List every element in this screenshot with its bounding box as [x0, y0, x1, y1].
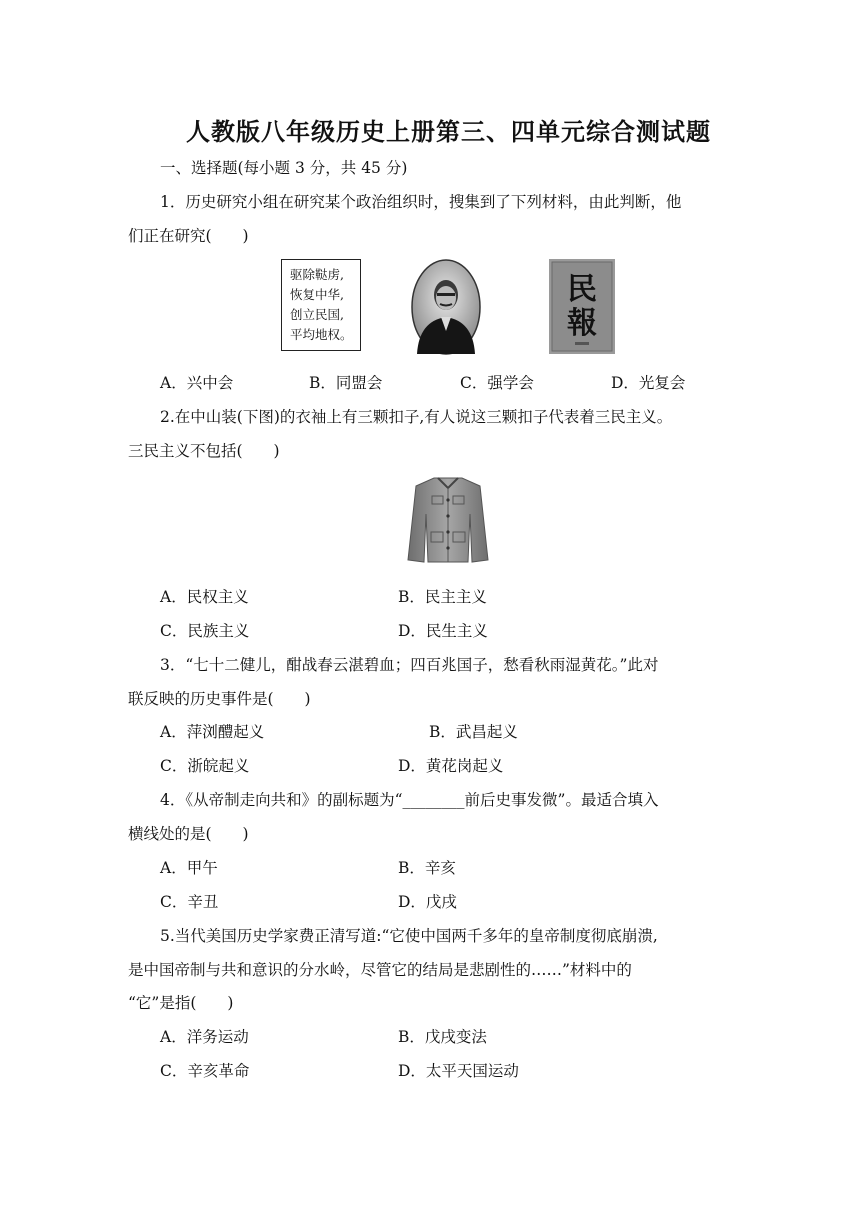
q3-option-a[interactable]: A．萍浏醴起义: [160, 723, 265, 741]
q2-option-d[interactable]: D．民生主义: [398, 622, 488, 640]
question-3-text: 3．“七十二健儿，酣战春云湛碧血；四百兆国子，愁看秋雨湿黄花。”此对: [160, 656, 659, 674]
question-1-text: 1．历史研究小组在研究某个政治组织时，搜集到了下列材料，由此判断，他: [160, 193, 682, 211]
q1-option-b[interactable]: B．同盟会: [309, 374, 383, 392]
slogan-line: 恢复中华,: [290, 287, 344, 302]
newspaper-char: 民: [567, 272, 597, 307]
q1-option-a[interactable]: A．兴中会: [160, 374, 234, 392]
question-2-text-cont: 三民主义不包括( ): [128, 442, 280, 460]
q4-option-d[interactable]: D．戊戌: [398, 893, 457, 911]
q5-option-b[interactable]: B．戊戌变法: [398, 1028, 487, 1046]
q4-option-c[interactable]: C．辛丑: [160, 893, 219, 911]
q2-option-a[interactable]: A．民权主义: [160, 588, 249, 606]
question-4-text: 4．《从帝制走向共和》的副标题为“________前后史事发微”。最适合填入: [160, 791, 659, 809]
slogan-image: [281, 259, 361, 351]
q2-option-c[interactable]: C．民族主义: [160, 622, 250, 640]
q2-option-b[interactable]: B．民主主义: [398, 588, 487, 606]
question-3-text-cont: 联反映的历史事件是( ): [128, 690, 311, 708]
question-2-text: 2.在中山装(下图)的衣袖上有三颗扣子,有人说这三颗扣子代表着三民主义。: [160, 408, 673, 426]
sun-yatsen-portrait: [411, 259, 481, 355]
slogan-line: 平均地权。: [290, 327, 353, 342]
q1-option-d[interactable]: D．光复会: [611, 374, 686, 392]
q5-option-d[interactable]: D．太平天国运动: [398, 1062, 519, 1080]
question-5-text: 5.当代美国历史学家费正清写道:“它使中国两千多年的皇帝制度彻底崩溃,: [160, 927, 658, 945]
q3-option-d[interactable]: D．黄花岗起义: [398, 757, 504, 775]
q3-option-b[interactable]: B．武昌起义: [429, 723, 518, 741]
q4-option-b[interactable]: B．辛亥: [398, 859, 456, 877]
question-4-text-cont: 横线处的是( ): [128, 825, 249, 843]
minbao-newspaper-image: [549, 259, 615, 354]
section-heading: 一、选择题(每小题 3 分，共 45 分): [160, 159, 408, 177]
q5-option-c[interactable]: C．辛亥革命: [160, 1062, 250, 1080]
q1-option-c[interactable]: C．强学会: [460, 374, 534, 392]
q3-option-c[interactable]: C．浙皖起义: [160, 757, 250, 775]
question-5-text-cont: 是中国帝制与共和意识的分水岭，尽管它的结局是悲剧性的……”材料中的: [128, 961, 632, 979]
newspaper-char: 報: [567, 306, 597, 341]
q5-option-a[interactable]: A．洋务运动: [160, 1028, 249, 1046]
question-5-text-cont2: “它”是指( ): [128, 994, 234, 1012]
slogan-line: 创立民国,: [290, 307, 344, 322]
q4-option-a[interactable]: A．甲午: [160, 859, 218, 877]
slogan-line: 驱除鞑虏,: [290, 267, 344, 282]
question-1-text-cont: 们正在研究( ): [128, 227, 249, 245]
zhongshan-suit-image: [406, 474, 490, 564]
page-title: 人教版八年级历史上册第三、四单元综合测试题: [186, 117, 711, 146]
